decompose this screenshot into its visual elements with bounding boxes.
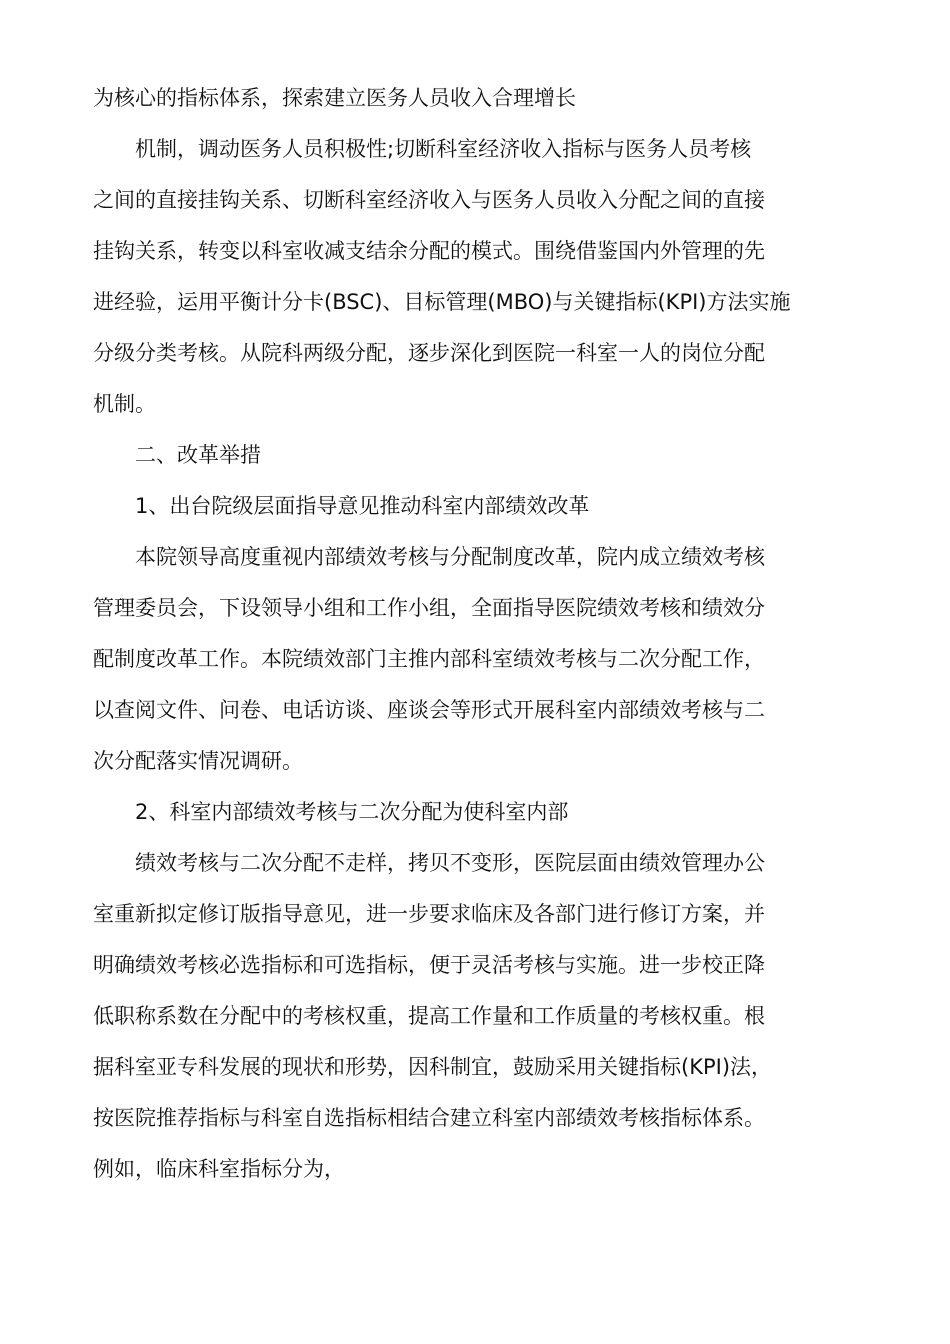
paragraph-line: 之间的直接挂钩关系、切断科室经济收入与医务人员收入分配之间的直接 xyxy=(93,188,765,212)
subsection-heading: 2、科室内部绩效考核与二次分配为使科室内部 xyxy=(135,800,569,824)
paragraph-line: 室重新拟定修订版指导意见，进一步要求临床及各部门进行修订方案，并 xyxy=(93,902,765,926)
paragraph-line: 明确绩效考核必选指标和可选指标，便于灵活考核与实施。进一步校正降 xyxy=(93,953,765,977)
paragraph-line: 机制，调动医务人员积极性;切断科室经济收入指标与医务人员考核 xyxy=(135,137,752,161)
subsection-heading: 1、出台院级层面指导意见推动科室内部绩效改革 xyxy=(135,494,590,518)
paragraph-line: 进经验，运用平衡计分卡(BSC)、目标管理(MBO)与关键指标(KPI)方法实施 xyxy=(93,290,791,314)
paragraph-line: 据科室亚专科发展的现状和形势，因科制宜，鼓励采用关键指标(KPI)法， xyxy=(93,1055,773,1079)
document-body xyxy=(93,73,873,1195)
paragraph-line: 绩效考核与二次分配不走样，拷贝不变形，医院层面由绩效管理办公 xyxy=(135,851,765,875)
paragraph-line: 低职称系数在分配中的考核权重，提高工作量和工作质量的考核权重。根 xyxy=(93,1004,765,1028)
paragraph-line: 次分配落实情况调研。 xyxy=(93,749,303,773)
section-heading: 二、改革举措 xyxy=(135,443,261,467)
paragraph-line: 为核心的指标体系，探索建立医务人员收入合理增长 xyxy=(93,86,576,110)
paragraph-line: 挂钩关系，转变以科室收减支结余分配的模式。围绕借鉴国内外管理的先 xyxy=(93,239,765,263)
paragraph-line: 配制度改革工作。本院绩效部门主推内部科室绩效考核与二次分配工作， xyxy=(93,647,765,671)
paragraph-line: 以查阅文件、问卷、电话访谈、座谈会等形式开展科室内部绩效考核与二 xyxy=(93,698,765,722)
paragraph-line: 分级分类考核。从院科两级分配，逐步深化到医院一科室一人的岗位分配 xyxy=(93,341,765,365)
paragraph-line: 按医院推荐指标与科室自选指标相结合建立科室内部绩效考核指标体系。 xyxy=(93,1106,765,1130)
paragraph-line: 管理委员会，下设领导小组和工作小组，全面指导医院绩效考核和绩效分 xyxy=(93,596,765,620)
paragraph-line: 本院领导高度重视内部绩效考核与分配制度改革，院内成立绩效考核 xyxy=(135,545,765,569)
paragraph-line: 例如，临床科室指标分为， xyxy=(93,1157,345,1181)
paragraph-line: 机制。 xyxy=(93,392,156,416)
